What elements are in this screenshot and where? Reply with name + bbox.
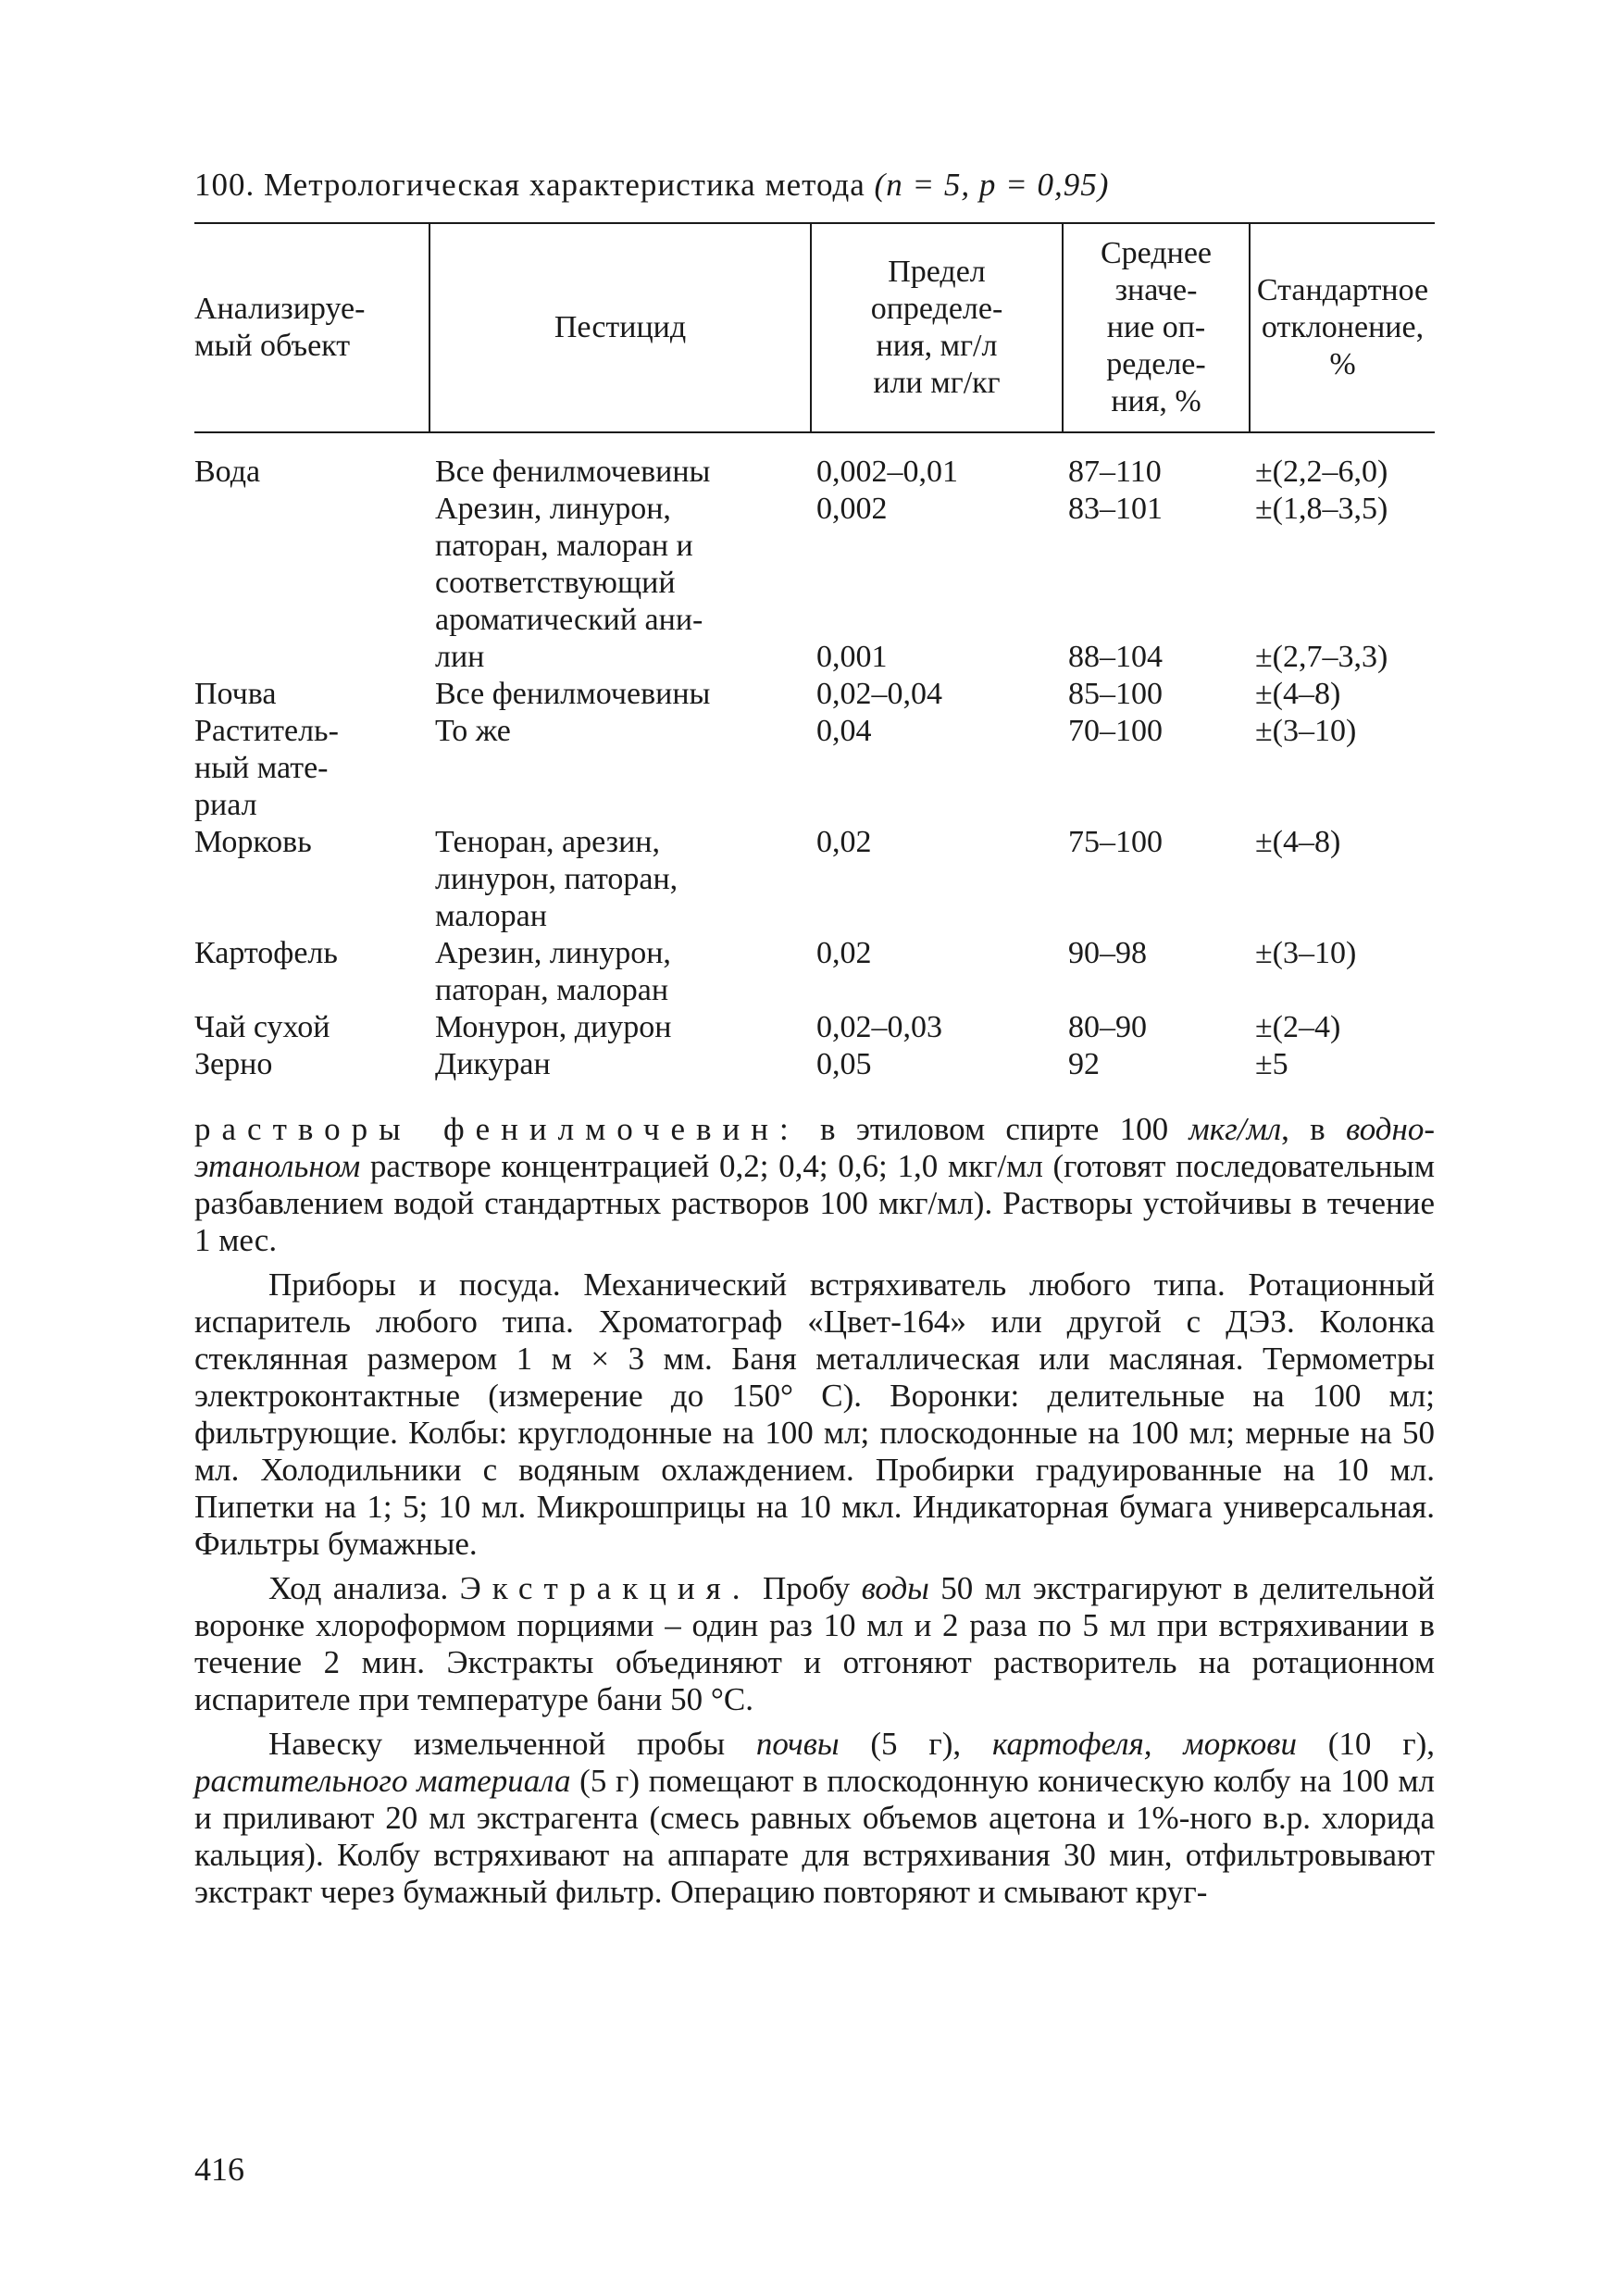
cell-limit xyxy=(811,676,1063,713)
header-mean xyxy=(1063,223,1250,432)
cell-object xyxy=(194,713,429,824)
text-line: 92 xyxy=(1068,1047,1100,1081)
text-line: 90–98 xyxy=(1068,936,1147,970)
cell-object xyxy=(194,676,429,713)
text-line: Все фенилмочевины xyxy=(435,455,711,489)
paragraph-analysis: Ход анализа. Экстракция. Пробу воды 50 мл экстрагируют в делительной воронке хлороформом порциями – один раз 10 мл и 2 раза по 5 мл при встряхивании в течение 2 мин. Экстракты объединяют и отгоняют растворитель на ротационном испарителе при температуре бани 50 °С. xyxy=(194,1570,1435,1717)
text-line: То же xyxy=(435,714,511,748)
text-line: ароматический ани- xyxy=(435,603,703,637)
text-line: 75–100 xyxy=(1068,825,1163,859)
cell-sd xyxy=(1250,824,1435,935)
text-line: 0,001 xyxy=(816,640,888,674)
text-line: определе- xyxy=(870,292,1003,326)
text-line: Раститель- xyxy=(194,714,339,748)
text-line: или мг/кг xyxy=(873,366,1001,400)
text-line: 0,02 xyxy=(816,936,872,970)
table-title: Метрологическая характеристика метода xyxy=(264,167,865,203)
text-line: ный мате- xyxy=(194,751,329,785)
text-line: 0,002 xyxy=(816,492,888,526)
cell-sd xyxy=(1250,935,1435,1009)
cell-limit xyxy=(811,935,1063,1009)
text-line: Стандартное xyxy=(1256,273,1429,307)
text-line: соответствующий xyxy=(435,566,676,600)
text-line: ±(2,2–6,0) xyxy=(1255,455,1388,489)
cell-limit xyxy=(811,1046,1063,1111)
text-line: 0,002–0,01 xyxy=(816,455,958,489)
cell-mean xyxy=(1063,935,1250,1009)
cell-object xyxy=(194,935,429,1009)
text-line: ±(2,7–3,3) xyxy=(1255,640,1388,674)
cell-mean xyxy=(1063,1009,1250,1046)
text-line: Арезин, линурон, xyxy=(435,936,671,970)
table-row xyxy=(194,935,1435,1009)
table-number: 100. xyxy=(194,167,255,203)
text-line: Арезин, линурон, xyxy=(435,492,671,526)
cell-sd xyxy=(1250,676,1435,713)
text-line xyxy=(1068,565,1244,602)
text-line: Картофель xyxy=(194,936,338,970)
text-line: Анализируе- xyxy=(194,292,366,326)
text-line: Теноран, арезин, xyxy=(435,825,660,859)
text-line: ределе- xyxy=(1106,347,1206,381)
cell-pesticide xyxy=(429,1009,811,1046)
text-line xyxy=(1255,565,1429,602)
cell-pesticide xyxy=(429,676,811,713)
text-line xyxy=(816,528,1057,565)
table-row xyxy=(194,824,1435,935)
text-line: линурон, паторан, xyxy=(435,862,678,896)
text-line: значе- xyxy=(1114,273,1198,307)
table-row xyxy=(194,1009,1435,1046)
text-line: ±(4–8) xyxy=(1255,825,1341,859)
cell-pesticide xyxy=(429,713,811,824)
cell-limit xyxy=(811,824,1063,935)
cell-object xyxy=(194,432,429,676)
cell-sd xyxy=(1250,432,1435,676)
text-line: Среднее xyxy=(1101,236,1212,270)
text-line xyxy=(1068,602,1244,639)
text-line: Дикуран xyxy=(435,1047,551,1081)
text-line: ±(2–4) xyxy=(1255,1010,1341,1044)
table-row xyxy=(194,1046,1435,1111)
text-line: Предел xyxy=(888,255,986,289)
text-line: ±(4–8) xyxy=(1255,677,1341,711)
header-limit xyxy=(811,223,1063,432)
text-line xyxy=(1255,602,1429,639)
text-line: Монурон, диурон xyxy=(435,1010,672,1044)
text-line: Пестицид xyxy=(554,310,687,344)
spaced-term: Экстракция. xyxy=(459,1570,752,1606)
cell-sd xyxy=(1250,1046,1435,1111)
text-line: мый объект xyxy=(194,329,351,363)
text-line: ±5 xyxy=(1255,1047,1288,1081)
table-caption xyxy=(194,167,1435,204)
text-line xyxy=(1068,528,1244,565)
text-line: 87–110 xyxy=(1068,455,1162,489)
table-row xyxy=(194,713,1435,824)
text-line: 0,05 xyxy=(816,1047,872,1081)
cell-mean xyxy=(1063,713,1250,824)
text-line: 80–90 xyxy=(1068,1010,1147,1044)
cell-mean xyxy=(1063,432,1250,676)
page-number: 416 xyxy=(194,2151,244,2188)
cell-pesticide xyxy=(429,935,811,1009)
paragraph-solutions: растворы фенилмочевин: в этиловом спирте 100 мкг/мл, в водно-этанольном растворе концентрацией 0,2; 0,4; 0,6; 1,0 мкг/мл (готовят последовательным разбавлением водой стандартных растворов 100 мкг/мл). Растворы устойчивы в течение 1 мес. xyxy=(194,1111,1435,1258)
text-line: 0,04 xyxy=(816,714,872,748)
cell-pesticide xyxy=(429,824,811,935)
text-line: паторан, малоран и xyxy=(435,529,693,563)
text-line: 83–101 xyxy=(1068,492,1163,526)
text-line: 88–104 xyxy=(1068,640,1163,674)
cell-object xyxy=(194,1009,429,1046)
text-line: паторан, малоран xyxy=(435,973,669,1007)
text-line: Морковь xyxy=(194,825,312,859)
text-line: риал xyxy=(194,788,257,822)
cell-limit xyxy=(811,713,1063,824)
text-line: ±(3–10) xyxy=(1255,714,1357,748)
text-line: ±(1,8–3,5) xyxy=(1255,492,1388,526)
cell-mean xyxy=(1063,824,1250,935)
cell-limit xyxy=(811,432,1063,676)
header-sd xyxy=(1250,223,1435,432)
cell-sd xyxy=(1250,1009,1435,1046)
text-line: малоран xyxy=(435,899,547,933)
text-line: 85–100 xyxy=(1068,677,1163,711)
text-line: % xyxy=(1329,347,1356,381)
table-body xyxy=(194,432,1435,1111)
cell-pesticide xyxy=(429,1046,811,1111)
header-pesticide xyxy=(429,223,811,432)
text-line: ±(3–10) xyxy=(1255,936,1357,970)
paragraph-sample: Навеску измельченной пробы почвы (5 г), картофеля, моркови (10 г), растительного материала (5 г) помещают в плоскодонную коническую колбу на 100 мл и приливают 20 мл экстрагента (смесь равных объемов ацетона и 1%-ного в.р. хлорида кальция). Колбу встряхивают на аппарате для встряхивания 30 мин, отфильтровывают экстракт через бумажный фильтр. Операцию повторяют и смывают круг- xyxy=(194,1726,1435,1910)
table-row xyxy=(194,432,1435,676)
cell-mean xyxy=(1063,676,1250,713)
cell-limit xyxy=(811,1009,1063,1046)
spaced-term: растворы фенилмочевин: xyxy=(194,1111,800,1147)
text-line: лин xyxy=(435,640,485,674)
cell-mean xyxy=(1063,1046,1250,1111)
header-object xyxy=(194,223,429,432)
text-line: 0,02–0,03 xyxy=(816,1010,942,1044)
text-line: Все фенилмочевины xyxy=(435,677,711,711)
body-text xyxy=(194,1111,1435,1911)
text-line xyxy=(1255,528,1429,565)
text-line: 0,02 xyxy=(816,825,872,859)
cell-pesticide xyxy=(429,432,811,676)
text-line: 70–100 xyxy=(1068,714,1163,748)
text-line xyxy=(816,602,1057,639)
metrology-table xyxy=(194,222,1435,1111)
table-header-row xyxy=(194,223,1435,432)
page-content xyxy=(194,167,1435,1911)
text-line: Чай сухой xyxy=(194,1010,330,1044)
text-line: ния, % xyxy=(1111,384,1201,418)
cell-sd xyxy=(1250,713,1435,824)
text-line xyxy=(816,565,1057,602)
table-row xyxy=(194,676,1435,713)
text-line: отклонение, xyxy=(1261,310,1425,344)
cell-object xyxy=(194,824,429,935)
text-line: ние оп- xyxy=(1106,310,1206,344)
text-line: Почва xyxy=(194,677,277,711)
cell-object xyxy=(194,1046,429,1111)
paragraph-equipment: Приборы и посуда. Механический встряхиватель любого типа. Ротационный испаритель любого типа. Хроматограф «Цвет-164» или другой с ДЭЗ. Колонка стеклянная размером 1 м × 3 мм. Баня металлическая или масляная. Термометры электроконтактные (измерение до 150° С). Воронки: делительные на 100 мл; фильтрующие. Колбы: круглодонные на 100 мл; плоскодонные на 100 мл; мерные на 50 мл. Холодильники с водяным охлаждением. Пробирки градуированные на 10 мл. Пипетки на 1; 5; 10 мл. Микрошприцы на 10 мкл. Индикаторная бумага универсальная. Фильтры бумажные. xyxy=(194,1267,1435,1562)
text-line: Вода xyxy=(194,455,261,489)
text-line: Зерно xyxy=(194,1047,273,1081)
text-line: 0,02–0,04 xyxy=(816,677,942,711)
table-params: (n = 5, p = 0,95) xyxy=(874,167,1110,203)
text-line: ния, мг/л xyxy=(876,329,998,363)
